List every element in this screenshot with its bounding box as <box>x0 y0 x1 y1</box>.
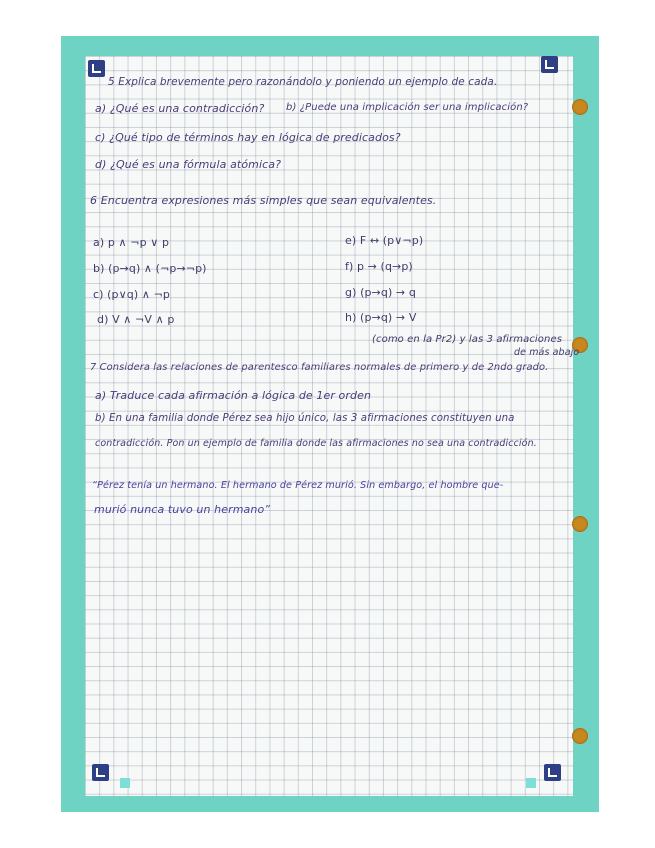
binder-hole <box>572 728 588 744</box>
q5-title: 5 Explica brevemente pero razonándolo y poniendo un ejemplo de cada. <box>108 76 498 88</box>
q6-g: g) (p→q) → q <box>345 286 416 299</box>
q6-a: a) p ∧ ¬p ∨ p <box>93 236 170 249</box>
corner-marker-top-left <box>88 60 105 77</box>
corner-marker-bottom-right <box>544 764 561 781</box>
q6-b: b) (p→q) ∧ (¬p→¬p) <box>93 262 207 275</box>
binder-hole <box>572 99 588 115</box>
q7-quote-line1: “Pérez tenía un hermano. El hermano de Pérez murió. Sin embargo, el hombre que- <box>92 480 504 491</box>
q7-b-line2: contradicción. Pon un ejemplo de familia donde las afirmaciones no sea una contradicción. <box>95 438 537 449</box>
q7-title: 7 Considera las relaciones de parentesco familiares normales de primero y de 2ndo grado. <box>90 362 549 373</box>
q5-b: b) ¿Puede una implicación ser una implicación? <box>286 102 529 113</box>
corner-square-bottom-right <box>526 778 536 788</box>
q5-a: a) ¿Qué es una contradicción? <box>95 102 265 115</box>
q5-d: d) ¿Qué es una fórmula atómica? <box>95 158 282 171</box>
binder-hole <box>572 516 588 532</box>
q6-f: f) p → (q→p) <box>345 260 413 273</box>
q7-note-line1: (como en la Pr2) y las 3 afirmaciones <box>372 334 563 345</box>
q6-d: d) V ∧ ¬V ∧ p <box>97 313 175 326</box>
q7-note-line2: de más abajo <box>514 347 580 358</box>
q7-b-line1: b) En una familia donde Pérez sea hijo único, las 3 afirmaciones constituyen una <box>95 413 515 424</box>
q6-title: 6 Encuentra expresiones más simples que sean equivalentes. <box>90 194 437 207</box>
corner-marker-bottom-left <box>92 764 109 781</box>
q7-a: a) Traduce cada afirmación a lógica de 1er orden <box>95 389 372 402</box>
corner-marker-top-right <box>541 56 558 73</box>
q6-c: c) (p∨q) ∧ ¬p <box>93 288 170 301</box>
q7-quote-line2: murió nunca tuvo un hermano” <box>94 503 271 516</box>
q6-h: h) (p→q) → V <box>345 311 417 324</box>
corner-square-bottom-left <box>120 778 130 788</box>
q6-e: e) F ↔ (p∨¬p) <box>345 234 424 247</box>
q5-c: c) ¿Qué tipo de términos hay en lógica de predicados? <box>95 131 401 144</box>
